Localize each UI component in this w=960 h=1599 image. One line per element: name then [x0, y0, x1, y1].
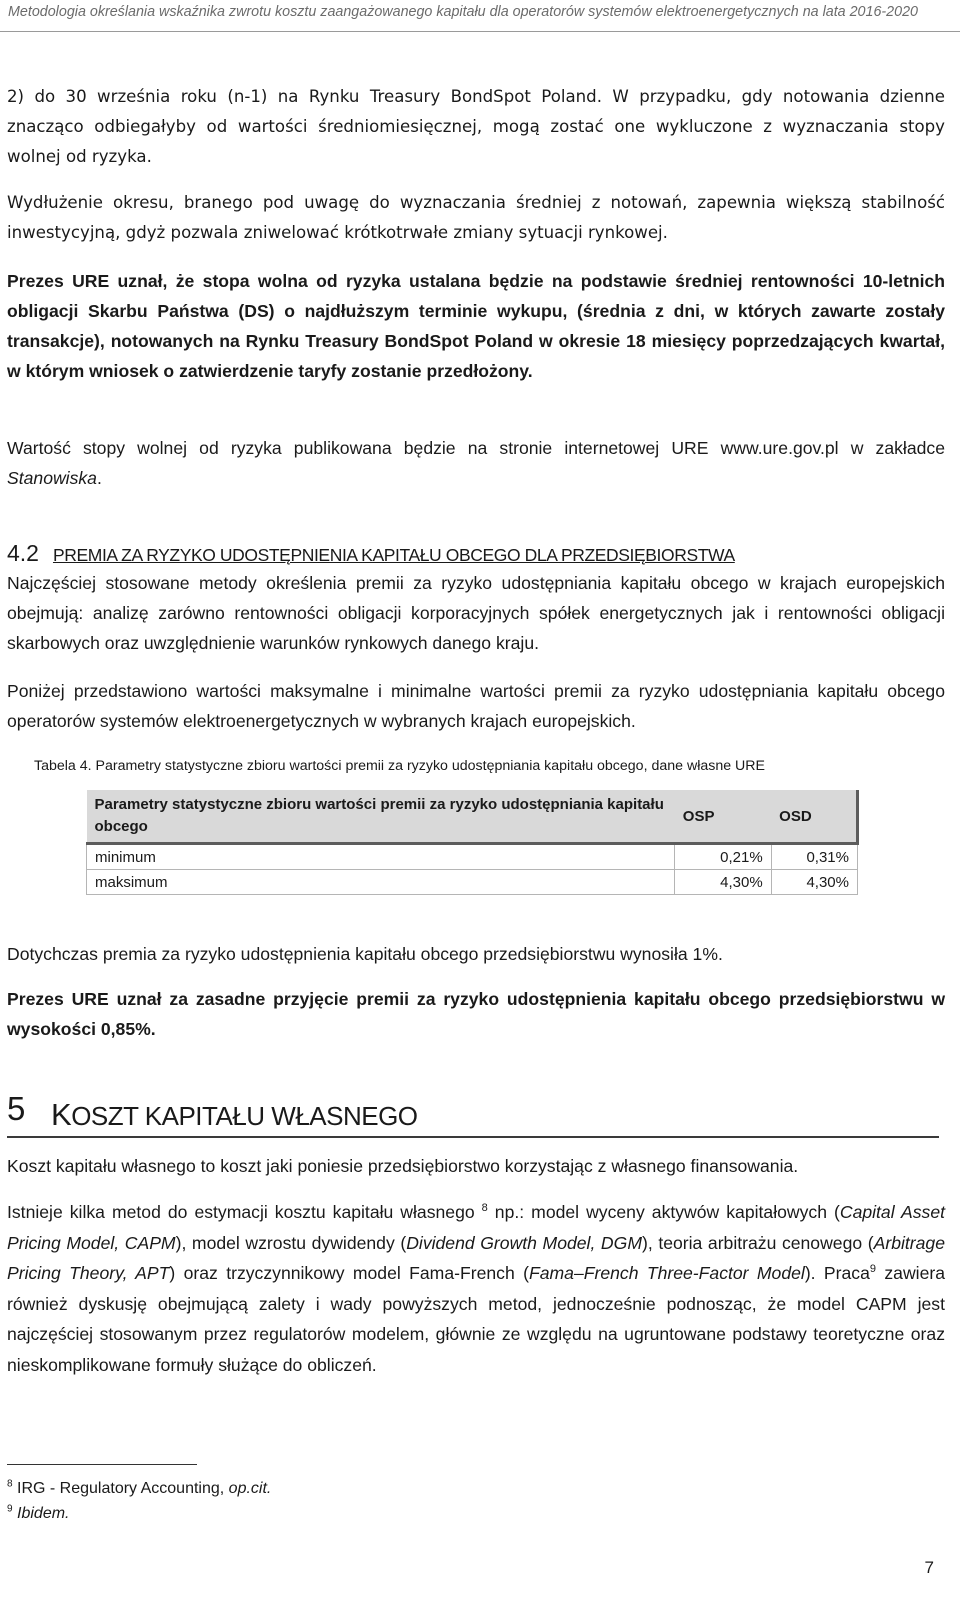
table-cell-label: maksimum: [87, 870, 675, 895]
table-cell-label: minimum: [87, 844, 675, 870]
table-row: [87, 844, 858, 870]
publication-text: Wartość stopy wolnej od ryzyka publikowana będzie na stronie internetowej URE www.ure.gov.pl w zakładce: [7, 438, 945, 458]
page-number: 7: [924, 1558, 934, 1577]
section-heading-5: [7, 1086, 939, 1138]
header-title: Metodologia określania wskaźnika zwrotu kosztu zaangażowanego kapitału dla operatorów systemów elektroenergetycznych na lata 2016-2020: [8, 4, 918, 20]
paragraph-extended-period: Wydłużenie okresu, branego pod uwagę do wyznaczania średniej z notowań, zapewnia większą stabilność inwestycyjną, gdyż pozwala zniwelować krótkotrwałe zmiany sytuacji rynkowej.: [7, 193, 945, 242]
section-number: 4.2: [7, 540, 39, 566]
premium-parameters-table: [86, 790, 859, 895]
section-number: 5: [7, 1090, 26, 1127]
paragraph-risk-free-rate-cont: 2) do 30 września roku (n-1) na Rynku Treasury BondSpot Poland. W przypadku, gdy notowania dzienne znacząco odbiegałyby od wartości średniomiesięcznej, mogą zostać one wykluczone z wyznaczania stopy wolnej od ryzyka.: [7, 87, 945, 166]
table-cell-osd: 4,30%: [771, 870, 857, 895]
paragraph-ure-decision-premium: Prezes URE uznał za zasadne przyjęcie premii za ryzyko udostępnienia kapitału obcego przedsiębiorstwu w wysokości 0,85%.: [7, 989, 945, 1039]
footnote-8: $^8$ IRG - Regulatory Accounting, op.cit.: [7, 1478, 272, 1497]
paragraph-previous-premium: Dotychczas premia za ryzyko udostępnienia kapitału obcego przedsiębiorstwu wynosiła 1%.: [7, 944, 723, 964]
paragraph-estimation-methods: Istnieje kilka metod do estymacji kosztu kapitału własnego $^8$ np.: model wyceny aktywów kapitałowych (Capital Asset Pricing Model, CAPM), model wzrostu dywidendy (Dividend Growth Model, DGM), teoria arbitrażu cenowego (Arbitrage Pricing Theory, APT) oraz trzyczynnikowy model Fama-French (Fama–French Three-Factor Model). Praca$^9$ zawiera również dyskusję obejmującą zalety i wady powyższych metod, jednocześnie podnosząc, że model CAPM jest najczęściej stosowanym przez regulatorów modelem, głównie ze względu na ugruntowane podstawy teoretyczne oraz nieskomplikowane formuły służące do obliczeń.: [7, 1202, 946, 1375]
footnote-separator: [7, 1464, 197, 1465]
paragraph-equity-cost-definition: Koszt kapitału własnego to koszt jaki poniesie przedsiębiorstwo korzystając z własnego finansowania.: [7, 1156, 799, 1176]
table-header-row: [87, 790, 858, 844]
table-cell-osp: 0,21%: [675, 844, 771, 870]
paragraph-publication: Wartość stopy wolnej od ryzyka publikowana będzie na stronie internetowej URE www.ure.gov.pl w zakładce Stanowiska.: [7, 438, 945, 488]
paragraph-values-intro: Poniżej przedstawiono wartości maksymalne i minimalne wartości premii za ryzyko udostępniania kapitału obcego operatorów systemów elektroenergetycznych w wybranych krajach europejskich.: [7, 681, 945, 731]
footnote-9: $^9$ Ibidem.: [7, 1503, 70, 1522]
table-header-parameters: Parametry statystyczne zbioru wartości premii za ryzyko udostępniania kapitału obcego: [87, 790, 675, 844]
section-title: PREMIA ZA RYZYKO UDOSTĘPNIENIA KAPITAŁU OBCEGO DLA PRZEDSIĘBIORSTWA: [52, 545, 735, 565]
table-caption: Tabela 4. Parametry statystyczne zbioru wartości premii za ryzyko udostępniania kapitału obcego, dane własne URE: [34, 758, 766, 774]
table-row: [87, 870, 858, 895]
footnotes: [7, 1476, 271, 1526]
section-title: KOSZT KAPITAŁU WŁASNEGO: [51, 1097, 418, 1132]
section-heading-4-2: [7, 540, 735, 567]
tab-name-stanowiska: Stanowiska: [7, 468, 97, 488]
table-header-osp: OSP: [675, 790, 771, 844]
footnote-ref-9[interactable]: 9: [869, 1263, 877, 1276]
paragraph-methods: Najczęściej stosowane metody określenia premii za ryzyko udostępniania kapitału obcego w krajach europejskich obejmują: analizę zarówno rentowności obligacji korporacyjnych spółek energetycznych jak i rentowności obligacji skarbowych oraz uwzględnienie warunków rynkowych danego kraju.: [7, 573, 945, 653]
paragraph-ure-decision-risk-free: Prezes URE uznał, że stopa wolna od ryzyka ustalana będzie na podstawie średniej rentowności 10-letnich obligacji Skarbu Państwa (DS) o najdłuższym terminie wykupu, (średnia z dni, w których zawarte zostały transakcje), notowanych na Rynku Treasury BondSpot Poland w okresie 18 miesięcy poprzedzających kwartał, w którym wniosek o zatwierdzenie taryfy zostanie przedłożony.: [7, 271, 945, 381]
table-header-osd: OSD: [771, 790, 857, 844]
table-cell-osd: 0,31%: [771, 844, 857, 870]
running-header: [0, 0, 960, 32]
footnote-ref-8[interactable]: 8: [481, 1202, 488, 1215]
table-cell-osp: 4,30%: [675, 870, 771, 895]
